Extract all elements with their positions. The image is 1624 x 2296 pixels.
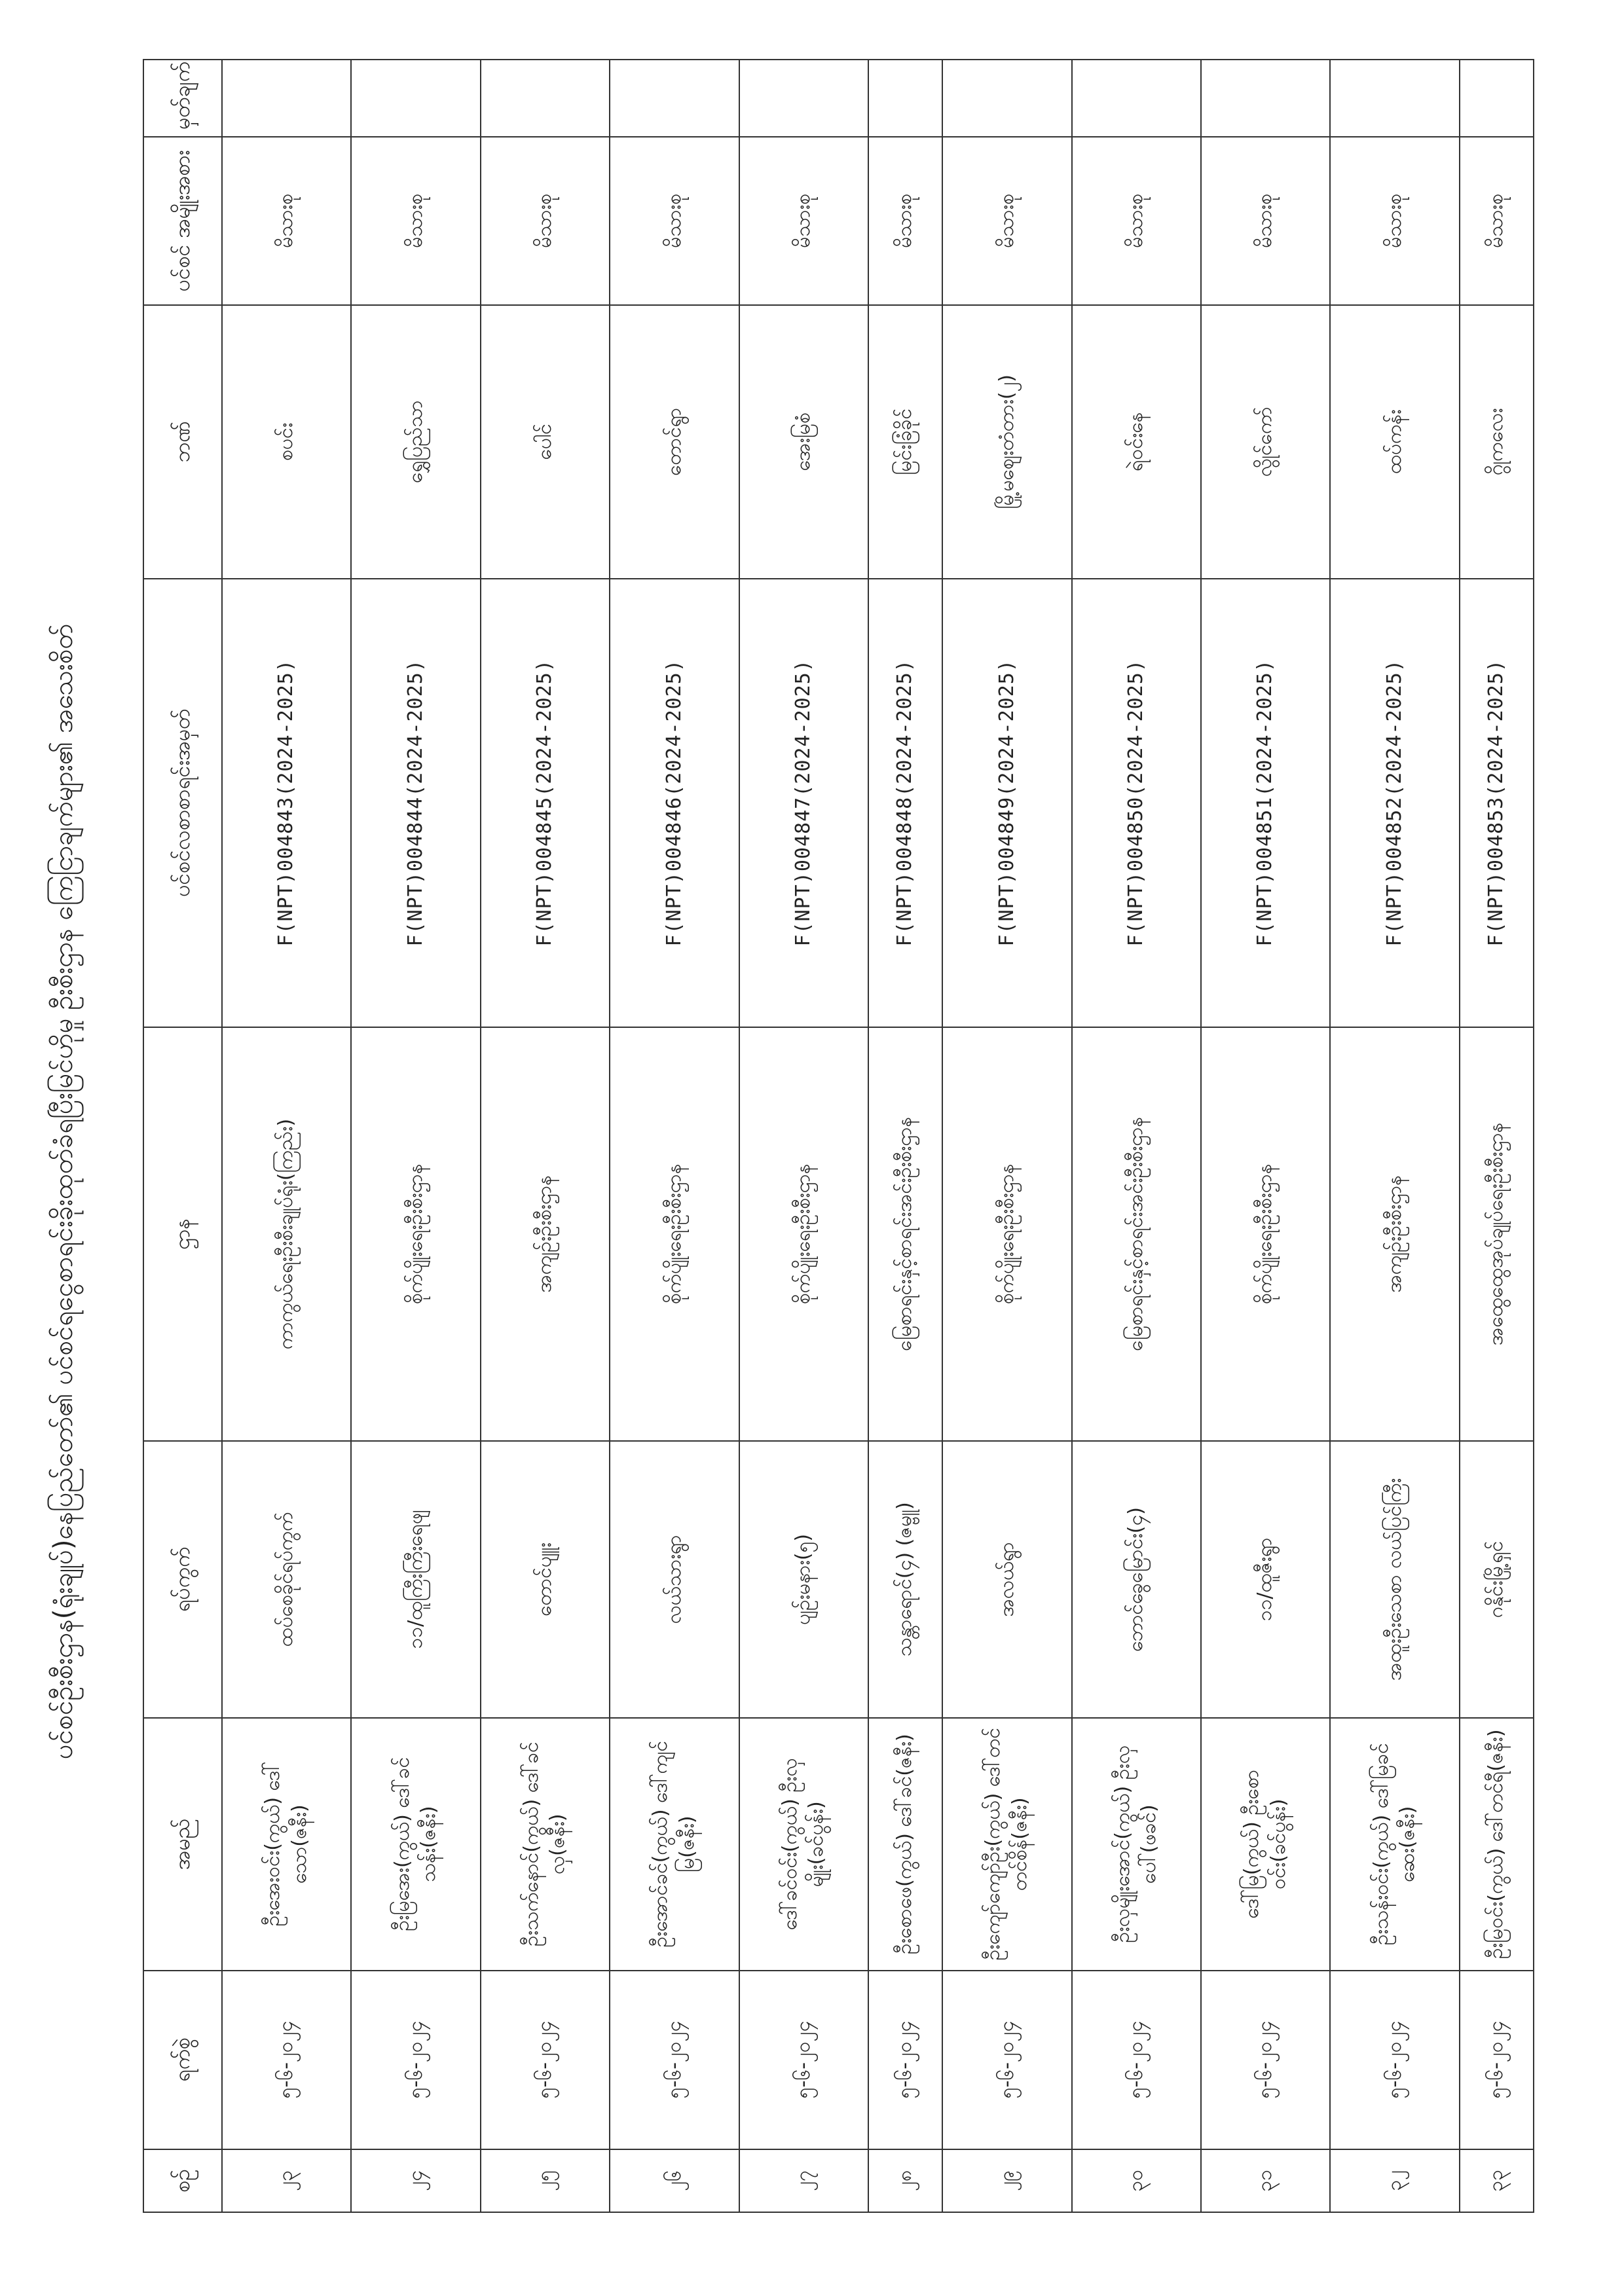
cell-ward: အလယ်ရွာ xyxy=(942,1441,1071,1718)
cell-date: ၅-၆-၂၀၂၄ xyxy=(1072,1971,1201,2149)
cell-ward: ၁၁/ထူကြီးကြီးရေဖျ xyxy=(351,1441,480,1718)
cell-dept: အကျဉ်းဦးစီးဌာန xyxy=(481,1027,610,1441)
table-row xyxy=(1460,60,1534,2212)
cell-remark xyxy=(739,60,868,137)
table-row xyxy=(1201,60,1330,2212)
cell-date: ၅-၆-၂၀၂၄ xyxy=(222,1971,351,2149)
cell-remark xyxy=(1460,60,1534,137)
cell-ward: ဘောင်ခွေမြောင်း(၄) xyxy=(1072,1441,1201,1718)
cell-ward: ၁၁/ထူဇီးရွာ xyxy=(1201,1441,1330,1718)
col-header-remark: မှတ်ချက် xyxy=(143,60,222,137)
cell-no: ၃၃ xyxy=(1460,2149,1534,2212)
cell-bank: ရွှေပြည်သာ xyxy=(351,305,480,579)
cell-dept: မြေစာရင်းနှင့်စာရင်းအင်းဦးစီးဌာန xyxy=(1072,1027,1201,1441)
cell-pension-no: F(NPT)004843(2024-2025) xyxy=(222,579,351,1027)
cell-type: မိသားစု xyxy=(1072,137,1201,305)
table-row xyxy=(481,60,610,2212)
cell-ward: လယ်သားရွာ xyxy=(610,1441,739,1718)
cell-name: ဦးလှမျိုးအောင်(ကွယ်) ဦးလှပေါ်(ဖခင်) xyxy=(1072,1718,1201,1971)
cell-bank: ပေါင် xyxy=(481,305,610,579)
cell-dept: အကျဉ်းဦးစီးဌာန xyxy=(1330,1027,1459,1441)
cell-pension-no: F(NPT)004853(2024-2025) xyxy=(1460,579,1534,1027)
cell-pension-no: F(NPT)004844(2024-2025) xyxy=(351,579,480,1027)
cell-no: ၂၈ xyxy=(868,2149,942,2212)
cell-type: မိသားစု xyxy=(868,137,942,305)
table-row xyxy=(351,60,480,2212)
cell-ward: ဂနိုင်းမြို့ရှင် xyxy=(1460,1441,1534,1718)
cell-date: ၅-၆-၂၀၂၄ xyxy=(351,1971,480,2149)
table-row xyxy=(222,60,351,2212)
cell-name: ဦးသန်းဝင်း(ကွယ်) ဒေါ်မြခင်ဆေး(ဇနီး) xyxy=(1330,1718,1459,1971)
table-row xyxy=(942,60,1071,2212)
cell-no: ၂၇ xyxy=(739,2149,868,2212)
cell-dept: ကာကွယ်ရေးဦးစီးချုပ်ရုံး(ကြည်း) xyxy=(222,1027,351,1441)
pension-table xyxy=(143,59,1534,2213)
cell-dept: မြေစာရင်းနှင့်စာရင်းအင်းဦးစီးဌာန xyxy=(868,1027,942,1441)
col-header-pension-no: ပင်စင်လစာစာရင်းအမှတ် xyxy=(143,579,222,1027)
cell-bank: လွိုင်ကော် xyxy=(1201,305,1330,579)
table-row xyxy=(610,60,739,2212)
cell-name: ဦးသက်နောင်(ကွယ်) ဒေါ်ခင်လှ(ဇနီး) xyxy=(481,1718,610,1971)
cell-no: ၃၂ xyxy=(1330,2149,1459,2212)
cell-no: ၂၃ xyxy=(222,2149,351,2212)
cell-remark xyxy=(868,60,942,137)
cell-bank: ရဲဝင်းနေ xyxy=(1072,305,1201,579)
cell-type: မိသားစု xyxy=(942,137,1071,305)
col-header-no: စဉ် xyxy=(143,2149,222,2212)
cell-pension-no: F(NPT)004849(2024-2025) xyxy=(942,579,1071,1027)
cell-remark xyxy=(1330,60,1459,137)
col-header-type: ပင်စင် အမျိုးအစား xyxy=(143,137,222,305)
cell-bank: မြင်းခြံခိုင် xyxy=(868,305,942,579)
cell-type: မိသားစု xyxy=(481,137,610,305)
cell-type: မိသားစု xyxy=(1460,137,1534,305)
cell-dept: စိုက်ပျိုးရေးဦးစီးဌာန xyxy=(351,1027,480,1441)
cell-no: ၃၀ xyxy=(1072,2149,1201,2212)
cell-no: ၂၄ xyxy=(351,2149,480,2212)
cell-pension-no: F(NPT)004848(2024-2025) xyxy=(868,579,942,1027)
cell-ward: အထူးဦးသေစာ လယ်ပြင်ကြီး xyxy=(1330,1441,1459,1718)
cell-type: မိသားစု xyxy=(1201,137,1330,305)
cell-ward: တောင်ပျူး xyxy=(481,1441,610,1718)
cell-pension-no: F(NPT)004851(2024-2025) xyxy=(1201,579,1330,1027)
cell-date: ၅-၆-၂၀၂၄ xyxy=(1201,1971,1330,2149)
cell-dept: အထွေထွေအုပ်ချုပ်ရေးဦးစီးဌာန xyxy=(1460,1027,1534,1441)
cell-type: မိသားစု xyxy=(1330,137,1459,305)
cell-remark xyxy=(610,60,739,137)
cell-bank: မြို့မဈေးတံတား(၂) xyxy=(942,305,1071,579)
cell-no: ၂၅ xyxy=(481,2149,610,2212)
cell-pension-no: F(NPT)004850(2024-2025) xyxy=(1072,579,1201,1027)
cell-remark xyxy=(942,60,1071,137)
cell-name: ဦးကျော်ကျော်ဦး(ကွယ်) ဒေါ်တင်တင်စိန်(ဇနီး) xyxy=(942,1718,1071,1971)
cell-date: ၅-၆-၂၀၂၄ xyxy=(739,1971,868,2149)
cell-pension-no: F(NPT)004845(2024-2025) xyxy=(481,579,610,1027)
cell-bank: အေးမြစံ xyxy=(739,305,868,579)
cell-dept: စိုက်ပျိုးရေးဦးစီးဌာန xyxy=(1201,1027,1330,1441)
cell-dept: စိုက်ပျိုးရေးဦးစီးဌာန xyxy=(610,1027,739,1441)
page-title: ပင်စင်ဦးစီးဌာန(ရုံးချုပ်)နေပြည်တော်၏ ပင်စင်ရငွေစာရင်းခိုးထုတ်ခံရပြီးမြင်ဟိုမှု ဦးစီးဌာန ကြေငြာချက်များ၏ အသေးစိတ် xyxy=(48,623,79,1760)
col-header-bank: ဘဏ် xyxy=(143,305,222,579)
table-row xyxy=(739,60,868,2212)
cell-remark xyxy=(351,60,480,137)
cell-date: ၅-၆-၂၀၂၄ xyxy=(610,1971,739,2149)
cell-remark xyxy=(1072,60,1201,137)
cell-remark xyxy=(481,60,610,137)
cell-remark xyxy=(1201,60,1330,137)
cell-bank: တောင်ရွာ xyxy=(610,305,739,579)
cell-name: ဦးအေးဝင်း(ကွယ်) ဒေါ်သော(ဇနီး) xyxy=(222,1718,351,1971)
cell-bank: ထပ်ကန်း xyxy=(1330,305,1459,579)
cell-bank: စပင်း xyxy=(222,305,351,579)
cell-name: ဒေါ်မြ(ကွယ်) ဦးစောဝင်း(ခင်ပွန်း) xyxy=(1201,1718,1330,1971)
cell-type: မိသားစု xyxy=(610,137,739,305)
cell-name: ဦးမြဝင်း(ကွယ်) ဒေါ်တင်ရီ(ဇနီး) xyxy=(1460,1718,1534,1971)
cell-ward: ထပ်စေခိုင်ရပ်ကွက် xyxy=(222,1441,351,1718)
cell-name: ဒေါ်ခင်ဝင်း(ကွယ်) ဦးလှမျိုး(ခင်ပွန်း) xyxy=(739,1718,868,1971)
cell-dept: စိုက်ပျိုးရေးဦးစီးဌာန xyxy=(739,1027,868,1441)
col-header-ward: ရပ်ကွက် xyxy=(143,1441,222,1718)
cell-name: ဦးမြအေး(ကွယ်) ဒေါ်ခင်သန်း(ဇနီး) xyxy=(351,1718,480,1971)
cell-remark xyxy=(222,60,351,137)
cell-no: ၂၉ xyxy=(942,2149,1071,2212)
cell-name: ဦးစောဖေ(ကွယ်) ဒေါ်ခင်(ဇနီး) xyxy=(868,1718,942,1971)
table-row xyxy=(1330,60,1459,2212)
cell-dept: စိုက်ပျိုးရေးဦးစီးဌာန xyxy=(942,1027,1071,1441)
col-header-name: အမည် xyxy=(143,1718,222,1971)
cell-type: မိသားစု xyxy=(222,137,351,305)
cell-name: ဦးအောင်ခင်(ကွယ်) ဒေါ်ကျင်မြ(ဇနီး) xyxy=(610,1718,739,1971)
cell-pension-no: F(NPT)004852(2024-2025) xyxy=(1330,579,1459,1027)
cell-date: ၅-၆-၂၀၂၄ xyxy=(1330,1971,1459,2149)
cell-no: ၂၆ xyxy=(610,2149,739,2212)
col-header-date: ရက်စွဲ xyxy=(143,1971,222,2149)
cell-ward: သန္တာရောင်(၄) (ဇမ္ဗူ) xyxy=(868,1441,942,1718)
cell-type: မိသားစု xyxy=(739,137,868,305)
cell-no: ၃၁ xyxy=(1201,2149,1330,2212)
table-row xyxy=(1072,60,1201,2212)
cell-type: မိသားစု xyxy=(351,137,480,305)
cell-bank: ဂွိုကလေး xyxy=(1460,305,1534,579)
col-header-dept: ဌာန xyxy=(143,1027,222,1441)
cell-date: ၅-၆-၂၀၂၄ xyxy=(868,1971,942,2149)
pension-table-container xyxy=(143,59,1534,2213)
cell-pension-no: F(NPT)004846(2024-2025) xyxy=(610,579,739,1027)
cell-pension-no: F(NPT)004847(2024-2025) xyxy=(739,579,868,1027)
table-header-row xyxy=(143,60,222,2212)
table-row xyxy=(868,60,942,2212)
cell-date: ၅-၆-၂၀၂၄ xyxy=(942,1971,1071,2149)
cell-date: ၅-၆-၂၀၂၄ xyxy=(481,1971,610,2149)
cell-date: ၅-၆-၂၀၂၄ xyxy=(1460,1971,1534,2149)
cell-ward: ပျဉ်းမနား(၅) xyxy=(739,1441,868,1718)
